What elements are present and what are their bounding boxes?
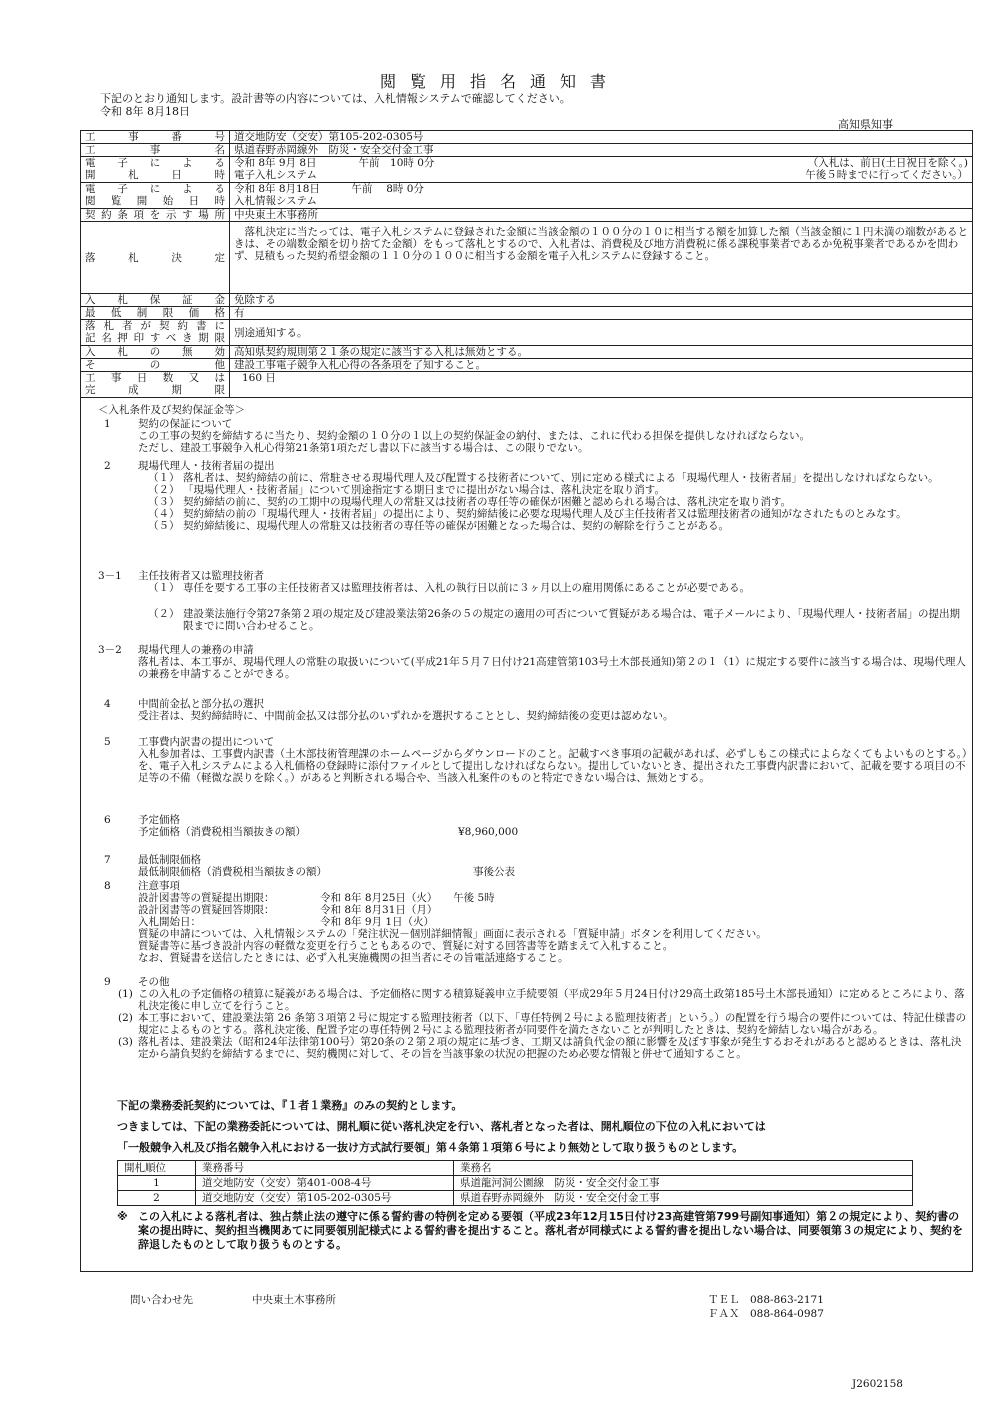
invalid-label: 入札の無効 [81,346,230,359]
contract-place: 中央東土木事務所 [230,209,973,222]
section-3-2 [98,644,968,680]
open-label [81,157,230,183]
open-label-line1: 電子による [85,157,225,169]
item-number: （４） [148,508,180,520]
contact-office: 中央東土木事務所 [252,1294,336,1306]
contact-fax: ＦＡＸ 088-864-0987 [708,1308,824,1320]
min-price-value: 事後公表 [473,866,515,878]
notice-line2: つきましては、下記の業務委託については、開札順に従い落札決定を行い、落札者となった者は、開札順位の下位の入札においては [117,1120,766,1133]
open-note2: 午後５時までに行ってください。） [805,169,968,181]
section-title: 中間前金払と部分払の選択 [138,698,264,710]
days-label [81,372,230,398]
column-header: 開札順位 [118,1161,196,1176]
paragraph: なお、質疑書を送信したときには、必ず入札実施機関の担当者にその旨電話連絡すること。 [138,952,569,964]
paragraph: この工事の契約を締結するに当たり、契約金額の１０分の１以上の契約保証金の納付、または、これに代わる担保を提供しなければならない。 [138,430,810,442]
other: 建設工事電子競争入札心得の各条項を了知すること。 [230,359,973,372]
open-row2 [234,169,968,181]
view-label-line1: 電子による [85,183,225,195]
section-number: 2 [104,460,111,472]
paragraph: 質疑の申請については、入札情報システムの「発注状況－個別詳細情報」画面に表示される「質疑申請」ボタンを利用してください。 [138,928,767,940]
table-cell: 道交地防安（交安）第401-008-4号 [196,1176,454,1191]
paragraph: 落札者は、本工事が、現場代理人の常駐の取扱いについて(平成21年５月７日付け21高建管第103号土木部長通知)第２の１（1）に規定する要件に該当する場合は、現場代理人の兼務を申請することができる。 [138,656,966,680]
table-cell: 1 [118,1176,196,1191]
item-text: 本工事において、建設業法第 26 条第３項第２号に規定する監理技術者（以下、「専任特例２号による監理技術者」という。）の配置を行う場合の要件については、特記仕様書の規定によるものとする。落札決定後、配置予定の専任特例２号による監理技術者が同要件を満たさないことが判明したときは、契約を締結しない場合がある。 [138,1012,967,1036]
min-price-row [138,866,968,878]
section-title: その他 [138,976,170,988]
award-text: 落札決定に当たっては、電子入札システムに登録された金額に当該金額の１００分の１０に相当する額を加算した額（当該金額に１円未満の端数があるときは、その端数金額を切り捨てた金額）をもって落札とするので、入札者は、消費税及び地方消費税に係る課税事業者であるか免税事業者であるかを問わず、見積もった契約希望金額の１１０分の１００に相当する金額を電子入札システムに登録すること。 [230,222,973,294]
pledge-text: この入札による落札者は、独占禁止法の遵守に係る誓約書の特例を定める要領（平成23年12月15日付け23高建管第799号副知事通知）第２の規定により、契約書の案の提出時に、契約担当機関あてに同要領別記様式による誓約書を提出すること。落札者が同様式による誓約書を提出しない場合は、同要領第３の規定により、契約を辞退したものとして取り扱うものとする。 [138,1210,963,1251]
item [98,608,968,632]
view-method: 入札情報システム [234,195,317,207]
column-header: 業務名 [454,1161,913,1176]
table-header-row [118,1161,913,1176]
work-no-label: 工事番号 [81,131,230,144]
table-cell: 県道龍河洞公園線 防災・安全交付金工事 [454,1176,913,1191]
table-cell: 2 [118,1191,196,1206]
q-row [138,892,968,904]
section-4 [98,698,968,722]
item [98,508,968,520]
section-3-1 [98,570,968,632]
document-id: J2602158 [852,1378,903,1390]
view-label [81,183,230,209]
section-7 [98,854,968,878]
q-value: 令和 8年 8月25日（火） 午後 5時 [320,892,495,904]
paragraph: 入札参加者は、工事費内訳書（土木部技術管理課のホームページからダウンロードのこと。記載すべき事項の記載があれば、必ずしもこの様式によらなくてもよいものとする。）を、電子入札システムによる入札価格の登録時に添付ファイルとして提出しなければならない。提出していないとき、提出された工事費内訳書において、記載を要する項目の不足等の不備（軽微な誤りを除く。）があると判断される場合や、当該入札案件のものと特定できない場合は、無効とする。 [138,748,968,784]
section-number: 9 [104,976,111,988]
item-number: （５） [148,520,180,532]
section-1 [98,418,968,454]
contact-label: 問い合わせ先 [130,1294,193,1306]
q-label: 入札開始日： [138,916,201,928]
table-cell: 道交地防安（交安）第105-202-0305号 [196,1191,454,1206]
view-date: 令和 8年 8月18日 午前 8時 0分 [234,183,424,195]
open-method: 電子入札システム [234,169,317,181]
item-number: （１） [148,582,180,594]
paragraph: 受注者は、契約締結時に、中間前金払又は部分払のいずれかを選択することとし、契約締結後の変更は認めない。 [138,710,674,722]
section-title: 予定価格 [138,814,180,826]
section-number: 5 [104,736,111,748]
section-9 [98,976,968,1060]
q-value: 令和 8年 8月31日（月） [320,904,438,916]
section-title: 主任技術者又は監理技術者 [138,570,264,582]
open-label-line2: 開札日時 [85,169,225,181]
q-value: 令和 8年 9月 1日（火） [320,916,435,928]
other-label: その他 [81,359,230,372]
planned-price-value: ¥8,960,000 [458,826,519,838]
table-cell: 県道春野赤岡線外 防災・安全交付金工事 [454,1191,913,1206]
sign-label-line2: 記名押印すべき期限 [85,332,225,344]
intro-text: 下記のとおり通知します。設計書等の内容については、入札情報システムで確認してください。 [100,92,571,105]
item-text: 落札者は、建設業法（昭和24年法律第100号）第20条の２第２項の規定に基づき、工期又は請負代金の額に影響を及ぼす事象が発生するおそれがあると認めるときは、落札決定から請負契約を締結するまでに、契約機関に対して、その旨を当該事象の状況の把握のため必要な情報と併せて通知すること。 [138,1036,962,1060]
bond-label: 入札保証金 [81,294,230,307]
item-number: （２） [148,484,180,496]
item-text: 専任を要する工事の主任技術者又は監理技術者は、入札の執行日以前に３ヶ月以上の雇用関係にあることが必要である。 [183,582,750,594]
q-label: 設計図書等の質疑提出期限： [138,892,275,904]
section-title: 工事費内訳書の提出について [138,736,275,748]
sign: 別途通知する。 [230,320,973,346]
notice-line1: 下記の業務委託契約については、『１者１業務』のみの契約とします。 [117,1099,463,1112]
item-text: 建設業法施行令第27条第２項の規定及び建設業法第26条の５の規定の適用の可否について質疑がある場合は、電子メールにより、「現場代理人・技術者届」の提出期限までに問い合わせること。 [183,608,961,632]
open-cell [230,157,973,183]
section-8 [98,880,968,964]
invalid: 高知県契約規則第２１条の規定に該当する入札は無効とする。 [230,346,973,359]
item-text: 契約締結の前に、契約の工期中の現場代理人の常駐又は技術者の専任等の確保が困難と認められる場合は、落札決定を取り消す。 [183,496,792,508]
issuer: 高知県知事 [838,118,893,131]
open-note1: （入札は、前日(土日祝日を除く。) [807,157,968,169]
view-cell [230,183,973,209]
item [98,582,968,594]
work-no: 道交地防安（交安）第105-202-0305号 [230,131,973,144]
min-price-label: 最低制限価格（消費税相当額抜きの額） [138,866,327,878]
item-number: （２） [148,608,180,620]
contact-tel: ＴＥＬ 088-863-2171 [708,1294,824,1306]
min-price: 有 [230,307,973,320]
conditions-heading: ＜入札条件及び契約保証金等＞ [98,404,245,416]
open-row1 [234,157,968,169]
item [98,1012,968,1036]
section-number: 3－1 [98,570,122,582]
table-row [118,1176,913,1191]
item-text: 契約締結後に、現場代理人の常駐又は技術者の専任等の確保が困難となった場合は、契約の解除を行うことがある。 [183,520,729,532]
q-label: 設計図書等の質疑回答期限： [138,904,275,916]
item-text: 落札者は、契約締結の前に、常駐させる現場代理人及び配置する技術者について、別に定める様式による「現場代理人・技術者届」を提出しなければならない。 [183,472,939,484]
award-label: 落札決定 [81,222,230,294]
item-text: 「現場代理人・技術者届」について別途指定する期日までに提出がない場合は、落札決定を取り消す。 [183,484,665,496]
section-2 [98,460,968,532]
item [98,988,968,1012]
item-number: (3) [118,1036,133,1048]
section-title: 注意事項 [138,880,180,892]
item [98,520,968,532]
section-6 [98,814,968,838]
column-header: 業務番号 [196,1161,454,1176]
table-row [118,1191,913,1206]
item-text: 契約締結の前の「現場代理人・技術者届」の提出により、契約締結後に必要な現場代理人及び主任技術者又は監理技術者の通知がなされたものとみなす。 [183,508,907,520]
sign-label [81,320,230,346]
opening-order-table [117,1160,913,1206]
section-title: 契約の保証について [138,418,233,430]
min-price-label: 最低制限価格 [81,307,230,320]
notice-line3: 「一般競争入札及び指名競争入札における一抜け方式試行要領」第４条第１項第６号により無効として取り扱うものとします。 [117,1141,744,1154]
item-text: この入札の予定価格の積算に疑義がある場合は、予定価格に関する積算疑義申立手続要領（平成29年５月24日付け29高土政第185号土木部長通知）に定めるところにより、落札決定後に申し立てを行うこと。 [138,988,965,1012]
section-number: 6 [104,814,111,826]
sign-label-line1: 落札者が契約書に [85,320,225,332]
section-title: 現場代理人の兼務の申請 [138,644,254,656]
section-number: 4 [104,698,111,710]
paragraph: 質疑書等に基づき設計内容の軽微な変更を行うこともあるので、質疑に対する回答書等を踏まえて入札すること。 [138,940,674,952]
view-label-line2: 閲覧開始日時 [85,195,225,207]
section-number: 1 [104,418,111,430]
section-number: 8 [104,880,111,892]
section-5 [98,736,968,784]
item [98,484,968,496]
issue-date: 令和 8年 8月18日 [100,105,190,118]
paragraph: ただし、建設工事競争入札心得第21条第1項ただし書以下に該当する場合は、この限りでない。 [138,442,589,454]
bond: 免除する [230,294,973,307]
planned-price-label: 予定価格（消費税相当額抜きの額） [138,826,306,838]
document-title: 閲覧用指名通知書 [379,72,620,91]
item [98,472,968,484]
days-label-line2: 完成期限 [85,384,225,396]
item-number: （１） [148,472,180,484]
work-name-label: 工事名 [81,144,230,157]
item [98,1036,968,1060]
days-label-line1: 工事日数又は [85,372,225,384]
info-table [80,130,973,398]
days: 160 日 [230,372,973,398]
contract-place-label: 契約条項を示す場所 [81,209,230,222]
planned-price-row [138,826,968,838]
q-row [138,916,968,928]
section-title: 最低制限価格 [138,854,201,866]
open-date: 令和 8年 9月 8日 午前 10時 0分 [234,157,435,169]
work-name: 県道春野赤岡線外 防災・安全交付金工事 [230,144,973,157]
item [98,496,968,508]
item-number: （３） [148,496,180,508]
item-number: (2) [118,1012,133,1024]
pledge-mark: ※ [117,1210,128,1223]
section-number: 3－2 [98,644,122,656]
section-number: 7 [104,854,111,866]
q-row [138,904,968,916]
item-number: (1) [118,988,133,1000]
section-title: 現場代理人・技術者届の提出 [138,460,275,472]
